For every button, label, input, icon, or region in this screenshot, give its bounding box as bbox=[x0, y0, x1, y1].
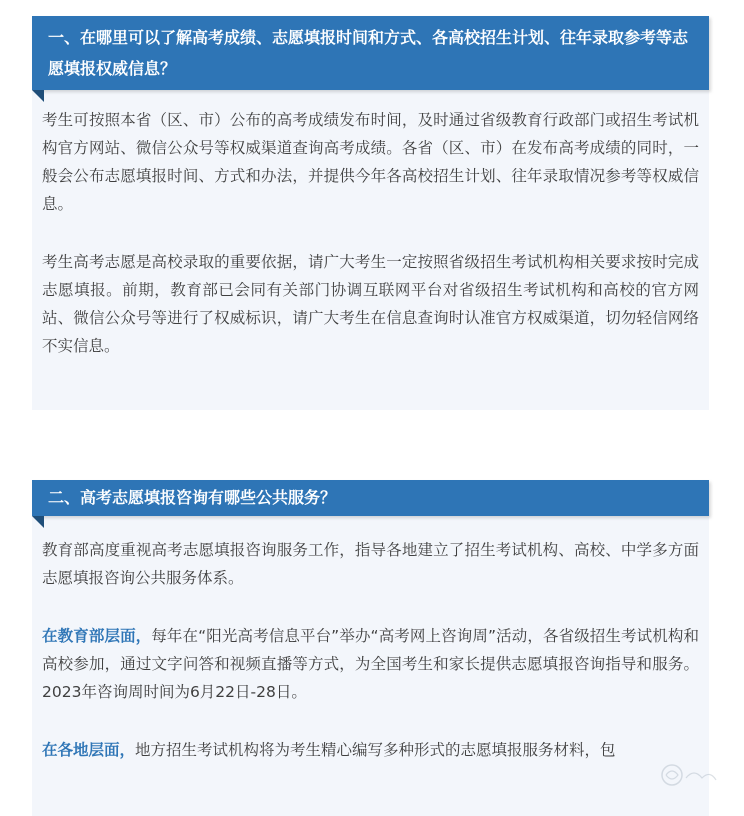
paragraph: 教育部高度重视高考志愿填报咨询服务工作，指导各地建立了招生考试机构、高校、中学多方面志愿填报咨询公共服务体系。 bbox=[42, 541, 699, 587]
paragraph-lead: 在各地层面， bbox=[42, 741, 136, 759]
section-1-heading bbox=[32, 16, 709, 90]
watermark-logo-icon bbox=[660, 760, 720, 790]
section-2-heading-text: 二、高考志愿填报咨询有哪些公共服务？ bbox=[48, 488, 337, 507]
section-2-heading bbox=[32, 480, 709, 516]
paragraph-text: 地方招生考试机构将为考生精心编写多种形式的志愿填报服务材料，包 bbox=[135, 741, 616, 759]
paragraph-lead: 在教育部层面， bbox=[42, 627, 152, 645]
heading-fold-decoration bbox=[32, 516, 44, 528]
section-1 bbox=[32, 16, 709, 410]
paragraph bbox=[42, 736, 699, 764]
paragraph: 考生可按照本省（区、市）公布的高考成绩发布时间，及时通过省级教育行政部门或招生考试机构官方网站、微信公众号等权威渠道查询高考成绩。各省（区、市）在发布高考成绩的同时，一般会公布志愿填报时间、方式和办法，并提供今年各高校招生计划、往年录取情况参考等权威信息。 bbox=[42, 111, 699, 213]
paragraph-text: 每年在“阳光高考信息平台”举办“高考网上咨询周”活动，各省级招生考试机构和高校参加，通过文字问答和视频直播等方式，为全国考生和家长提供志愿填报咨询指导和服务。2023年咨询周时间为6月22日-28日。 bbox=[42, 627, 699, 701]
heading-fold-decoration bbox=[32, 90, 44, 102]
section-2-body bbox=[32, 516, 709, 816]
paragraph bbox=[42, 622, 699, 706]
paragraph: 考生高考志愿是高校录取的重要依据，请广大考生一定按照省级招生考试机构相关要求按时完成志愿填报。前期，教育部已会同有关部门协调互联网平台对省级招生考试机构和高校的官方网站、微信公众号等进行了权威标识，请广大考生在信息查询时认准官方权威渠道，切勿轻信网络不实信息。 bbox=[42, 253, 699, 355]
section-2 bbox=[32, 480, 709, 816]
section-1-heading-text: 一、在哪里可以了解高考成绩、志愿填报时间和方式、各高校招生计划、往年录取参考等志愿填报权威信息？ bbox=[48, 28, 689, 78]
section-1-body bbox=[32, 90, 709, 410]
